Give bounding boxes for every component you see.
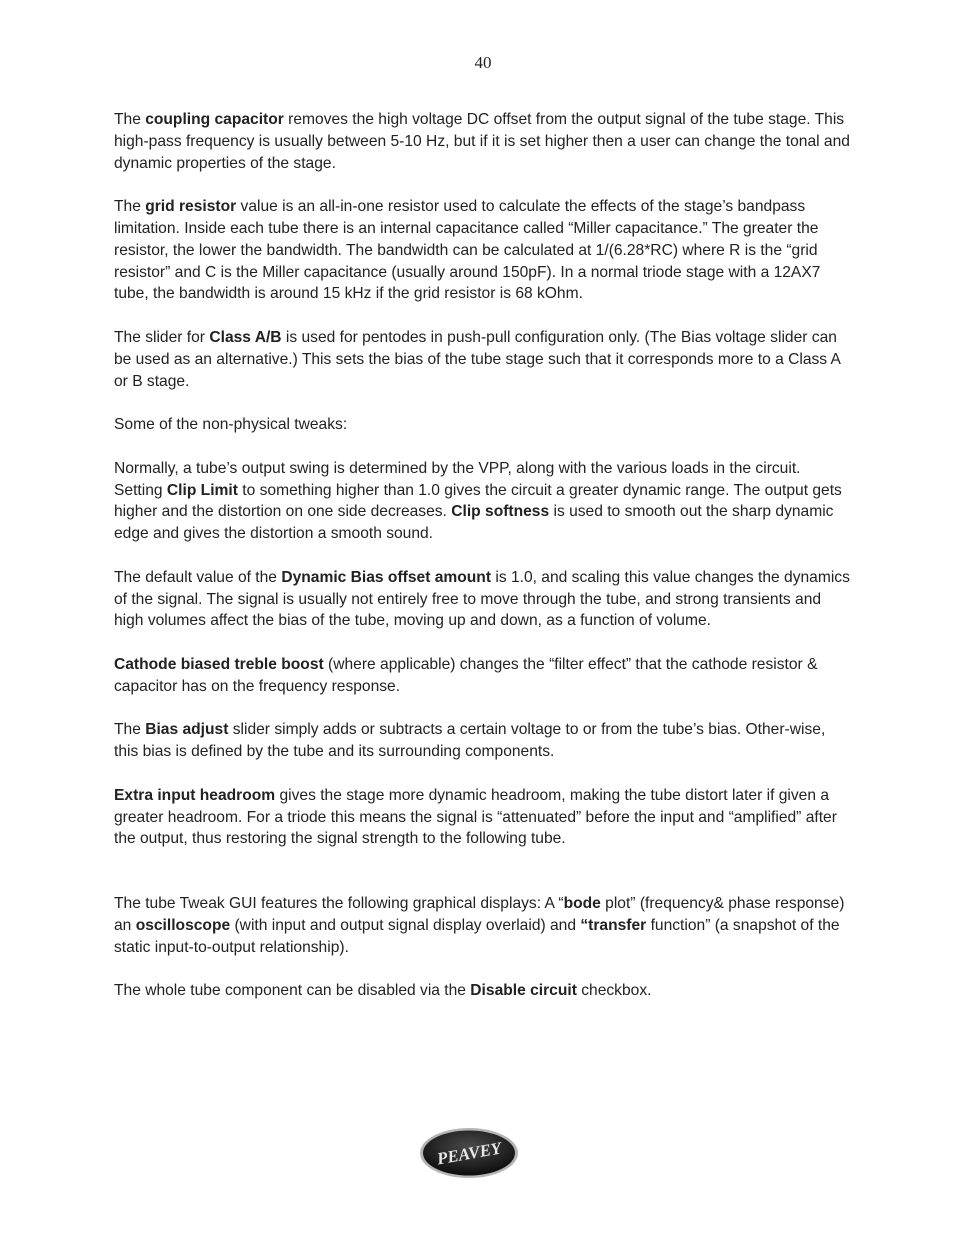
bold-term: coupling capacitor	[145, 111, 284, 128]
text-run: The slider for	[114, 328, 210, 346]
text-run: is used to smooth out the sharp dynamic edge and gives the distortion a smooth sound.	[114, 503, 834, 543]
text-run: plot” (frequency& phase response) an	[114, 895, 845, 934]
bold-term: grid resistor	[145, 198, 237, 216]
bold-term: Clip Limit	[166, 481, 238, 499]
paragraph-bias-adjust	[114, 719, 850, 763]
text-run: is 1.0, and scaling this value changes the dynamics of the signal. The signal is usually not entirely free to move through the tube, and strong transients and high volumes affect the bias of the tube, moving up and down, as a function of volume.	[114, 568, 850, 630]
text-run: checkbox.	[576, 982, 652, 1000]
text-run: The tube Tweak GUI features the following graphical displays: A “	[114, 895, 564, 913]
bold-term: Dynamic Bias offset amount	[281, 568, 492, 586]
paragraph-non-physical-tweaks	[114, 414, 850, 436]
text-run: (with input and output signal display overlaid) and	[230, 916, 581, 934]
text-run: Some of the non-physical tweaks:	[114, 416, 348, 434]
text-run: The default value of the	[114, 568, 282, 586]
text-run: The	[114, 721, 146, 739]
text-run: value is an all-in-one resistor used to calculate the effects of the stage’s bandpass limitation. Inside each tube there is an internal capacitance called “Miller capacitance.” The greater the resistor, the lower the bandwidth. The bandwidth can be calculated at 1/(6.28*RC) where R is the “grid resistor” and C is the Miller capacitance (usually around 150pF). In a normal triode stage with a 12AX7 tube, the bandwidth is around 15 kHz if the grid resistor is 68 kOhm.	[114, 198, 821, 303]
document-body	[114, 109, 850, 1024]
text-run: removes the high voltage DC offset from the output signal of the tube stage. This high-pass frequency is usually between 5-10 Hz, but if it is set higher then a user can change the tonal and dynamic properties of the stage.	[114, 111, 850, 172]
text-run: The	[114, 198, 146, 216]
paragraph-dynamic-bias	[114, 567, 850, 632]
peavey-logo	[419, 1127, 519, 1179]
bold-term: Disable circuit	[470, 982, 577, 1000]
text-run: is used for pentodes in push-pull configuration only. (The Bias voltage slider can be used as an alternative.) This sets the bias of the tube stage such that it corresponds more to a Class A or B stage.	[114, 328, 841, 390]
bold-term: oscilloscope	[135, 916, 231, 934]
text-run: gives the stage more dynamic headroom, making the tube distort later if given a greater headroom. For a triode this means the signal is “attenuated” before the input and “amplified” after the output, thus restoring the signal strength to the following tube.	[114, 786, 837, 848]
paragraph-graphical-displays	[114, 893, 850, 958]
bold-term: Class A/B	[209, 328, 282, 346]
text-run: The	[114, 111, 146, 128]
paragraph-coupling-capacitor	[114, 109, 850, 174]
logo-lettering: PEAVEY	[435, 1138, 503, 1169]
text-run: Normally, a tube’s output swing is determined by the VPP, along with the various loads in the circuit. Setting	[114, 459, 801, 499]
page-number: 40	[474, 53, 492, 72]
paragraph-disable-circuit	[114, 980, 850, 1002]
text-run: The whole tube component can be disabled via the	[114, 982, 471, 1000]
paragraph-grid-resistor	[114, 196, 850, 305]
bold-term: Extra input headroom	[114, 786, 276, 804]
text-run: to something higher than 1.0 gives the circuit a greater dynamic range. The output gets higher and the distortion on one side decreases.	[114, 481, 842, 521]
bold-term: “transfer	[580, 916, 647, 934]
text-run: slider simply adds or subtracts a certain voltage to or from the tube’s bias. Other-wise, this bias is defined by the tube and its surrounding components.	[114, 721, 826, 761]
bold-term: Clip softness	[451, 503, 550, 521]
paragraph-clip-limit	[114, 458, 850, 545]
bold-term: bode	[563, 895, 601, 913]
text-run: (where applicable) changes the “filter effect” that the cathode resistor & capacitor has on the frequency response.	[114, 655, 818, 695]
paragraph-extra-headroom	[114, 785, 850, 850]
text-run: function” (a snapshot of the static input-to-output relationship).	[114, 916, 840, 956]
bold-term: Bias adjust	[145, 721, 229, 739]
bold-term: Cathode biased treble boost	[114, 655, 324, 673]
paragraph-class-ab	[114, 327, 850, 392]
paragraph-cathode-boost	[114, 654, 850, 698]
